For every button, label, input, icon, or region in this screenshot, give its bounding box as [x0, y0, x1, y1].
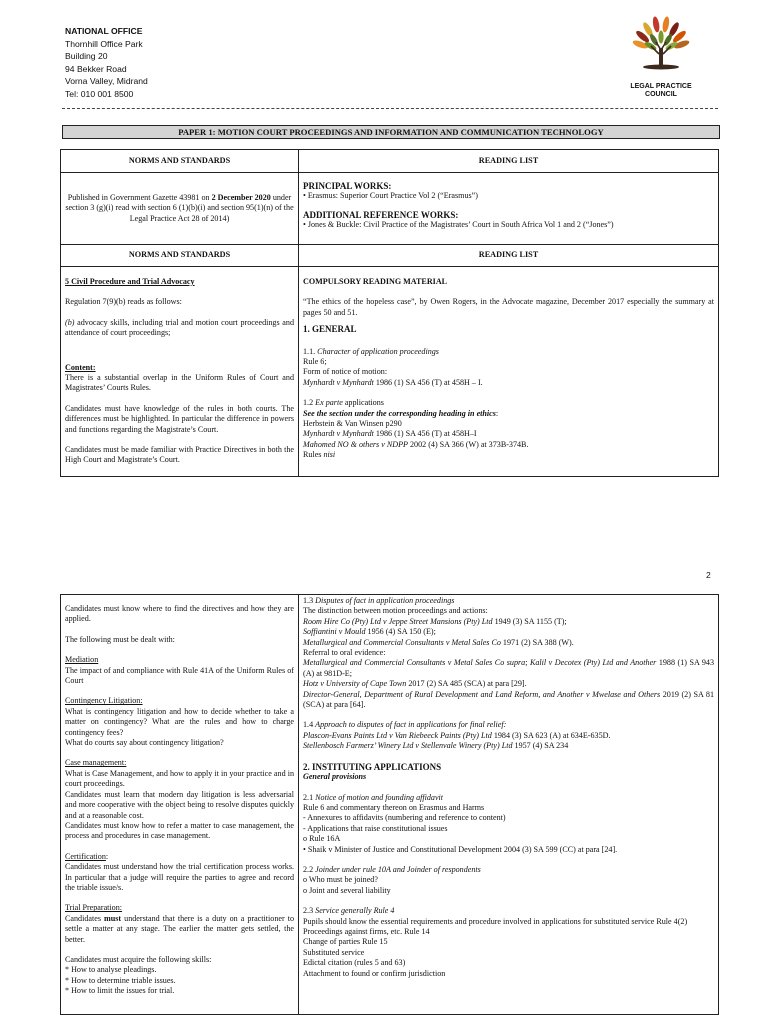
subsection-title: Character of application proceedings: [317, 346, 439, 356]
gazette-text-rest: under section 3 (g)(i) read with section 6 (1)(b)(i) and section 95(1)(n) of the Legal Practice Act 28 of 2014): [65, 192, 294, 223]
subsection-number: 2.3: [303, 906, 316, 916]
case-name: Stellenbosch Farmerz’ Winery Ltd v Stellenvale Winery (Pty) Ltd: [303, 741, 513, 751]
subsection-number: 2.2: [303, 864, 316, 874]
case-citation: 1957 (4) SA 234: [512, 741, 569, 751]
subsection-number: 1.2: [303, 398, 316, 408]
subsection-title-rest: applications: [342, 398, 384, 408]
certification-label: Certification: [65, 851, 106, 861]
reading-list-cell: [299, 267, 719, 477]
reading-line: Substituted service: [303, 947, 365, 957]
case-name: Mynhardt v Mynhardt: [303, 377, 374, 387]
address-line: Tel: 010 001 8500: [65, 88, 134, 99]
page-number: 2: [706, 570, 711, 580]
practice-directives-text: Candidates must be made familiar with Practice Directives in both the High Court and Magistrate’s Court.: [65, 445, 294, 465]
case-separator: ;: [525, 658, 530, 668]
office-address: [65, 25, 148, 101]
dealt-with-text: The following must be dealt with:: [65, 634, 175, 644]
reading-line: o Who must be joined?: [303, 875, 378, 885]
address-line: 94 Bekker Road: [65, 63, 127, 74]
case-citation: 1971 (2) SA 388 (W).: [500, 637, 574, 647]
trial-text: Candidates: [65, 913, 105, 923]
skills-intro: Candidates must acquire the following skills:: [65, 954, 212, 964]
case-name: Metallurgical and Commercial Consultants v Metal Sales Co: [303, 637, 501, 647]
reading-header: READING LIST: [299, 245, 719, 267]
logo-line2: COUNCIL: [645, 91, 677, 98]
instituting-heading: 2. INSTITUTING APPLICATIONS: [303, 761, 442, 772]
reading-header: READING LIST: [299, 150, 719, 173]
subsection-title: Joinder under rule 10A and Joinder of respondents: [315, 864, 481, 874]
syllabus-table-page2: [60, 594, 719, 1015]
reading-line: Pupils should know the essential requirements and procedure involved in applications for substituted service Rule 4(2): [303, 916, 688, 926]
case-management-text: Candidates must learn that modern day litigation is less adversarial and more cooperative with the object being to resolve disputes quickly and at a reasonable cost.: [65, 789, 294, 820]
header-divider: [62, 108, 718, 109]
case-name: Director-General, Department of Rural Development and Land Reform, and Another v Mwelase and Others: [303, 689, 661, 699]
skills-norms-cell: [61, 595, 299, 1015]
case-citation: 1986 (1) SA 456 (T) at 458H–I: [373, 429, 477, 439]
reading-line: Change of parties Rule 15: [303, 937, 388, 947]
trial-preparation-label: Trial Preparation:: [65, 903, 123, 913]
case-name: Room Hire Co (Pty) Ltd v Jeppe Street Mansions (Pty) Ltd: [303, 616, 493, 626]
skill-item: * How to limit the issues for trial.: [65, 986, 175, 996]
subsection-number: 1.4: [303, 720, 316, 730]
subsection-title: Service generally Rule 4: [315, 906, 395, 916]
subsection-title: Ex parte: [315, 398, 343, 408]
syllabus-table-page1: [60, 149, 719, 477]
case-name: Mynhardt v Mynhardt: [303, 429, 374, 439]
case-citation: 1988 (1) SA 943 (A) at 981D-E;: [303, 658, 715, 678]
gazette-text: Published in Government Gazette 43981 on: [67, 192, 212, 202]
subsection-title: Disputes of fact in application proceedings: [315, 596, 455, 605]
address-line: Thornhill Office Park: [65, 38, 143, 49]
mediation-label: Mediation: [65, 655, 99, 665]
case-management-label: Case management:: [65, 758, 127, 768]
subsection-number: 1.1.: [303, 346, 318, 356]
reading-line: Edictal citation (rules 5 and 63): [303, 958, 406, 968]
paper-title: PAPER 1: MOTION COURT PROCEEDINGS AND INFORMATION AND COMMUNICATION TECHNOLOGY: [62, 125, 720, 139]
rules-knowledge-text: Candidates must have knowledge of the rules in both courts. The differences must be highlighted. In particular the difference in powers and functions regarding the Magistrate’s Court.: [65, 403, 294, 434]
trial-text-rest: understand that there is a duty on a practitioner to settle a matter at any stage. The earlier the matter gets settled, the better.: [65, 913, 294, 944]
reading-line: - Annexures to affidavits (numbering and reference to content): [303, 813, 506, 823]
contingency-label: Contingency Litigation:: [65, 696, 143, 706]
reading-line: Proceedings against firms, etc. Rule 14: [303, 926, 430, 936]
item-b-label: (b): [65, 317, 75, 327]
case-citation: 2002 (4) SA 366 (W) at 373B-374B.: [407, 439, 529, 449]
reading-line: The distinction between motion proceedings and actions:: [303, 606, 488, 616]
mediation-text: The impact of and compliance with Rule 41A of the Uniform Rules of Court: [65, 665, 294, 686]
reading-line: Form of notice of motion:: [303, 367, 388, 377]
case-name: Hotz v University of Cape Town: [303, 679, 407, 689]
subsection-title: Approach to disputes of fact in applications for final relief:: [315, 720, 507, 730]
reading-line: o Rule 16A: [303, 834, 341, 844]
case-name: Kalil v Decotex (Pty) Ltd and Another: [529, 658, 657, 668]
regulation-text: Regulation 7(9)(b) reads as follows:: [65, 297, 182, 307]
address-line: Building 20: [65, 51, 108, 62]
ethics-reference: See the section under the corresponding heading in ethics: [303, 408, 496, 418]
case-name: Plascon-Evans Paints Ltd v Van Riebeeck Paints (Pty) Ltd: [303, 730, 492, 740]
reading-line: o Joint and several liability: [303, 885, 391, 895]
case-name: Mahomed NO & others v NDPP: [303, 439, 408, 449]
skill-item: * How to determine triable issues.: [65, 975, 176, 985]
case-management-text: Candidates must know how to refer a matter to case management, the process and procedures in case management.: [65, 820, 294, 841]
rules-nisi: nisi: [323, 450, 336, 460]
case-citation: 1949 (3) SA 1155 (T);: [492, 616, 567, 626]
office-title: NATIONAL OFFICE: [65, 26, 143, 36]
trial-text-emphasis: must: [104, 913, 122, 923]
case-citation: 1986 (1) SA 456 (T) at 458H – I.: [373, 377, 483, 387]
address-line: Vorna Valley, Midrand: [65, 76, 148, 87]
case-citation: 2017 (2) SA 485 (SCA) at para [29].: [406, 679, 527, 689]
lpc-logo: [616, 8, 706, 100]
reading-line: Rules: [303, 450, 324, 460]
general-provisions: General provisions: [303, 772, 367, 782]
skill-item: * How to analyse pleadings.: [65, 965, 157, 975]
additional-works-title: ADDITIONAL REFERENCE WORKS:: [303, 209, 459, 220]
principal-works-item: • Erasmus: Superior Court Practice Vol 2 (“Erasmus”): [303, 191, 478, 201]
case-citation: 1956 (4) SA 150 (E);: [365, 627, 436, 637]
ethics-reference-colon: :: [495, 408, 499, 418]
directives-text: Candidates must know where to find the directives and how they are applied.: [65, 604, 294, 624]
norms-header: NORMS AND STANDARDS: [61, 245, 299, 267]
tree-logo-icon: [629, 8, 693, 78]
case-name: Metallurgical and Commercial Consultants v Metal Sales Co supra: [303, 658, 526, 668]
works-cell: [299, 173, 719, 245]
gazette-cell: [61, 173, 299, 245]
item-b-text: advocacy skills, including trial and motion court proceedings and attendance of court proceedings;: [65, 317, 294, 338]
additional-works-item: • Jones & Buckle: Civil Practice of the Magistrates’ Court in South Africa Vol 1 and 2 (“Jones”): [303, 220, 614, 230]
reading-line: Rule 6 and commentary thereon on Erasmus and Harms: [303, 802, 485, 812]
case-management-text: What is Case Management, and how to apply it in your practice and in court proceedings.: [65, 768, 294, 789]
reading-line: Attachment to found or confirm jurisdiction: [303, 968, 446, 978]
gazette-date: 2 December 2020: [211, 192, 271, 202]
contingency-question: What do courts say about contingency litigation?: [65, 738, 224, 748]
logo-line1: LEGAL PRACTICE: [630, 83, 692, 90]
case-citation: 2019 (2) SA 81 (SCA) at para [64].: [303, 689, 714, 710]
subsection-number: 2.1: [303, 792, 316, 802]
subsection-title: Notice of motion and founding affidavit: [315, 792, 444, 802]
content-text: There is a substantial overlap in the Uniform Rules of Court and Magistrates’ Courts Rules.: [65, 373, 294, 393]
reading-line: Rule 6;: [303, 357, 327, 367]
certification-colon: :: [105, 851, 109, 861]
content-label: Content:: [65, 362, 96, 372]
reading-line: - Applications that raise constitutional issues: [303, 823, 448, 833]
ethics-article: “The ethics of the hopeless case”, by Owen Rogers, in the Advocate magazine, December 2017 especially the summary at pages 50 and 51.: [303, 297, 714, 317]
section5-heading: 5 Civil Procedure and Trial Advocacy: [65, 277, 195, 286]
subsection-number: 1.3: [303, 596, 316, 605]
general-heading: 1. GENERAL: [303, 324, 357, 335]
compulsory-heading: COMPULSORY READING MATERIAL: [303, 277, 448, 286]
principal-works-title: PRINCIPAL WORKS:: [303, 181, 392, 191]
reading-line: • Shaik v Minister of Justice and Constitutional Development 2004 (3) SA 599 (CC) at para [24].: [303, 844, 618, 854]
reading-line: Referral to oral evidence:: [303, 648, 386, 658]
reading-line: Herbstein & Van Winsen p290: [303, 419, 402, 429]
reading-list-cell: [299, 595, 719, 1015]
contingency-text: What is contingency litigation and how to decide whether to take a matter on contingency? What are the rules and how to charge contingency fees?: [65, 706, 294, 737]
case-citation: 1984 (3) SA 623 (A) at 634E-635D.: [491, 730, 611, 740]
case-name: Soffiantini v Mould: [303, 627, 366, 637]
norms-header: NORMS AND STANDARDS: [61, 150, 299, 173]
certification-text: Candidates must understand how the trial certification process works. In particular that a judge will require the parties to agree and record the triable issue/s.: [65, 862, 294, 892]
section5-norms-cell: [61, 267, 299, 477]
